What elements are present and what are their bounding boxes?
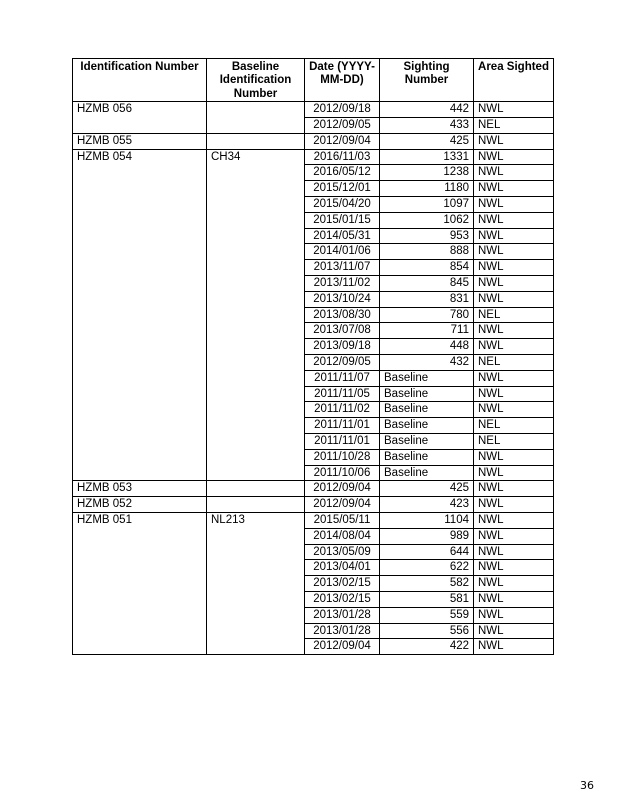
cell-area-sighted: NWL bbox=[474, 133, 554, 149]
table-row bbox=[73, 386, 554, 402]
cell-identification-number bbox=[73, 260, 207, 276]
table-row bbox=[73, 402, 554, 418]
table-row bbox=[73, 149, 554, 165]
table-row bbox=[73, 102, 554, 118]
cell-date: 2013/01/28 bbox=[305, 607, 380, 623]
cell-identification-number bbox=[73, 449, 207, 465]
cell-identification-number bbox=[73, 418, 207, 434]
cell-date: 2013/05/09 bbox=[305, 544, 380, 560]
cell-sighting-number: 780 bbox=[380, 307, 474, 323]
cell-sighting-number: Baseline bbox=[380, 449, 474, 465]
cell-identification-number bbox=[73, 591, 207, 607]
cell-baseline-identification-number bbox=[207, 212, 305, 228]
cell-identification-number: HZMB 055 bbox=[73, 133, 207, 149]
cell-baseline-identification-number bbox=[207, 102, 305, 118]
cell-baseline-identification-number bbox=[207, 197, 305, 213]
table-header-row bbox=[73, 59, 554, 102]
table-row bbox=[73, 481, 554, 497]
table-row bbox=[73, 307, 554, 323]
cell-area-sighted: NWL bbox=[474, 512, 554, 528]
cell-date: 2011/10/06 bbox=[305, 465, 380, 481]
cell-baseline-identification-number bbox=[207, 339, 305, 355]
table-row bbox=[73, 449, 554, 465]
cell-baseline-identification-number bbox=[207, 402, 305, 418]
cell-date: 2014/01/06 bbox=[305, 244, 380, 260]
table-row bbox=[73, 497, 554, 513]
table-row bbox=[73, 339, 554, 355]
table-row bbox=[73, 212, 554, 228]
cell-date: 2013/04/01 bbox=[305, 560, 380, 576]
cell-sighting-number: 1104 bbox=[380, 512, 474, 528]
cell-sighting-number: 556 bbox=[380, 623, 474, 639]
table-row bbox=[73, 291, 554, 307]
cell-sighting-number: 644 bbox=[380, 544, 474, 560]
cell-date: 2014/08/04 bbox=[305, 528, 380, 544]
cell-identification-number bbox=[73, 370, 207, 386]
cell-identification-number bbox=[73, 528, 207, 544]
cell-area-sighted: NEL bbox=[474, 433, 554, 449]
cell-baseline-identification-number bbox=[207, 244, 305, 260]
table-row bbox=[73, 544, 554, 560]
cell-identification-number bbox=[73, 275, 207, 291]
cell-date: 2013/07/08 bbox=[305, 323, 380, 339]
cell-area-sighted: NWL bbox=[474, 497, 554, 513]
table-row bbox=[73, 418, 554, 434]
cell-baseline-identification-number bbox=[207, 307, 305, 323]
cell-identification-number bbox=[73, 433, 207, 449]
cell-area-sighted: NWL bbox=[474, 576, 554, 592]
header-sighting-number: Sighting Number bbox=[380, 59, 474, 102]
header-baseline-identification-number: Baseline Identification Number bbox=[207, 59, 305, 102]
cell-baseline-identification-number bbox=[207, 607, 305, 623]
cell-date: 2011/11/07 bbox=[305, 370, 380, 386]
cell-identification-number bbox=[73, 576, 207, 592]
cell-baseline-identification-number bbox=[207, 449, 305, 465]
cell-baseline-identification-number: NL213 bbox=[207, 512, 305, 528]
cell-baseline-identification-number bbox=[207, 133, 305, 149]
cell-identification-number: HZMB 054 bbox=[73, 149, 207, 165]
cell-identification-number bbox=[73, 181, 207, 197]
cell-area-sighted: NEL bbox=[474, 354, 554, 370]
cell-baseline-identification-number bbox=[207, 323, 305, 339]
cell-identification-number bbox=[73, 639, 207, 655]
cell-date: 2015/01/15 bbox=[305, 212, 380, 228]
cell-date: 2013/10/24 bbox=[305, 291, 380, 307]
cell-sighting-number: 1062 bbox=[380, 212, 474, 228]
cell-sighting-number: Baseline bbox=[380, 418, 474, 434]
cell-sighting-number: 854 bbox=[380, 260, 474, 276]
cell-sighting-number: 989 bbox=[380, 528, 474, 544]
header-area-sighted: Area Sighted bbox=[474, 59, 554, 102]
header-identification-number: Identification Number bbox=[73, 59, 207, 102]
cell-date: 2012/09/04 bbox=[305, 639, 380, 655]
cell-area-sighted: NWL bbox=[474, 607, 554, 623]
cell-sighting-number: 1238 bbox=[380, 165, 474, 181]
cell-identification-number bbox=[73, 402, 207, 418]
cell-date: 2013/08/30 bbox=[305, 307, 380, 323]
cell-date: 2013/01/28 bbox=[305, 623, 380, 639]
cell-area-sighted: NWL bbox=[474, 449, 554, 465]
cell-baseline-identification-number: CH34 bbox=[207, 149, 305, 165]
table-row bbox=[73, 465, 554, 481]
cell-sighting-number: 425 bbox=[380, 133, 474, 149]
cell-date: 2012/09/04 bbox=[305, 481, 380, 497]
table-row bbox=[73, 260, 554, 276]
cell-area-sighted: NWL bbox=[474, 149, 554, 165]
cell-area-sighted: NWL bbox=[474, 481, 554, 497]
cell-baseline-identification-number bbox=[207, 433, 305, 449]
cell-identification-number bbox=[73, 544, 207, 560]
cell-baseline-identification-number bbox=[207, 386, 305, 402]
cell-date: 2012/09/05 bbox=[305, 118, 380, 134]
cell-baseline-identification-number bbox=[207, 370, 305, 386]
cell-baseline-identification-number bbox=[207, 544, 305, 560]
cell-area-sighted: NWL bbox=[474, 544, 554, 560]
table-row bbox=[73, 354, 554, 370]
cell-identification-number: HZMB 052 bbox=[73, 497, 207, 513]
cell-area-sighted: NWL bbox=[474, 197, 554, 213]
cell-area-sighted: NWL bbox=[474, 181, 554, 197]
table-row bbox=[73, 623, 554, 639]
cell-identification-number bbox=[73, 212, 207, 228]
table-row bbox=[73, 591, 554, 607]
cell-baseline-identification-number bbox=[207, 497, 305, 513]
sightings-table bbox=[72, 58, 554, 655]
cell-area-sighted: NWL bbox=[474, 102, 554, 118]
table-row bbox=[73, 639, 554, 655]
cell-date: 2011/10/28 bbox=[305, 449, 380, 465]
cell-sighting-number: 622 bbox=[380, 560, 474, 576]
cell-identification-number bbox=[73, 118, 207, 134]
cell-baseline-identification-number bbox=[207, 465, 305, 481]
cell-area-sighted: NWL bbox=[474, 260, 554, 276]
cell-date: 2015/04/20 bbox=[305, 197, 380, 213]
table-row bbox=[73, 576, 554, 592]
cell-identification-number bbox=[73, 307, 207, 323]
cell-sighting-number: 1331 bbox=[380, 149, 474, 165]
cell-area-sighted: NWL bbox=[474, 639, 554, 655]
cell-area-sighted: NEL bbox=[474, 418, 554, 434]
cell-area-sighted: NWL bbox=[474, 386, 554, 402]
cell-date: 2015/05/11 bbox=[305, 512, 380, 528]
cell-area-sighted: NWL bbox=[474, 228, 554, 244]
cell-sighting-number: 425 bbox=[380, 481, 474, 497]
table-row bbox=[73, 181, 554, 197]
table-row bbox=[73, 560, 554, 576]
cell-identification-number: HZMB 056 bbox=[73, 102, 207, 118]
table-row bbox=[73, 323, 554, 339]
cell-sighting-number: 433 bbox=[380, 118, 474, 134]
cell-area-sighted: NEL bbox=[474, 307, 554, 323]
cell-area-sighted: NWL bbox=[474, 623, 554, 639]
cell-baseline-identification-number bbox=[207, 228, 305, 244]
cell-sighting-number: 711 bbox=[380, 323, 474, 339]
cell-identification-number bbox=[73, 165, 207, 181]
cell-date: 2011/11/02 bbox=[305, 402, 380, 418]
cell-sighting-number: 423 bbox=[380, 497, 474, 513]
table-body bbox=[73, 102, 554, 655]
table-row bbox=[73, 228, 554, 244]
cell-date: 2011/11/01 bbox=[305, 433, 380, 449]
cell-date: 2016/05/12 bbox=[305, 165, 380, 181]
cell-area-sighted: NWL bbox=[474, 465, 554, 481]
table-row bbox=[73, 165, 554, 181]
cell-sighting-number: 1180 bbox=[380, 181, 474, 197]
cell-baseline-identification-number bbox=[207, 165, 305, 181]
cell-date: 2013/02/15 bbox=[305, 591, 380, 607]
cell-baseline-identification-number bbox=[207, 623, 305, 639]
cell-sighting-number: 422 bbox=[380, 639, 474, 655]
cell-identification-number bbox=[73, 386, 207, 402]
cell-sighting-number: 888 bbox=[380, 244, 474, 260]
cell-baseline-identification-number bbox=[207, 560, 305, 576]
cell-baseline-identification-number bbox=[207, 181, 305, 197]
table-row bbox=[73, 607, 554, 623]
cell-area-sighted: NWL bbox=[474, 591, 554, 607]
cell-identification-number bbox=[73, 339, 207, 355]
header-date: Date (YYYY-MM-DD) bbox=[305, 59, 380, 102]
cell-area-sighted: NWL bbox=[474, 291, 554, 307]
cell-identification-number bbox=[73, 228, 207, 244]
cell-area-sighted: NWL bbox=[474, 323, 554, 339]
cell-identification-number bbox=[73, 323, 207, 339]
cell-identification-number bbox=[73, 623, 207, 639]
cell-identification-number bbox=[73, 354, 207, 370]
cell-date: 2012/09/18 bbox=[305, 102, 380, 118]
cell-date: 2012/09/05 bbox=[305, 354, 380, 370]
cell-area-sighted: NWL bbox=[474, 339, 554, 355]
cell-sighting-number: Baseline bbox=[380, 465, 474, 481]
cell-identification-number bbox=[73, 244, 207, 260]
cell-area-sighted: NWL bbox=[474, 244, 554, 260]
cell-date: 2013/09/18 bbox=[305, 339, 380, 355]
cell-identification-number bbox=[73, 607, 207, 623]
cell-area-sighted: NEL bbox=[474, 118, 554, 134]
table-row bbox=[73, 528, 554, 544]
cell-baseline-identification-number bbox=[207, 275, 305, 291]
cell-sighting-number: 845 bbox=[380, 275, 474, 291]
cell-date: 2014/05/31 bbox=[305, 228, 380, 244]
cell-baseline-identification-number bbox=[207, 591, 305, 607]
cell-area-sighted: NWL bbox=[474, 275, 554, 291]
table-row bbox=[73, 275, 554, 291]
cell-sighting-number: 582 bbox=[380, 576, 474, 592]
cell-date: 2016/11/03 bbox=[305, 149, 380, 165]
cell-area-sighted: NWL bbox=[474, 560, 554, 576]
cell-area-sighted: NWL bbox=[474, 370, 554, 386]
cell-sighting-number: Baseline bbox=[380, 370, 474, 386]
cell-sighting-number: Baseline bbox=[380, 402, 474, 418]
cell-sighting-number: Baseline bbox=[380, 386, 474, 402]
cell-sighting-number: 581 bbox=[380, 591, 474, 607]
cell-baseline-identification-number bbox=[207, 260, 305, 276]
cell-identification-number: HZMB 051 bbox=[73, 512, 207, 528]
cell-date: 2013/02/15 bbox=[305, 576, 380, 592]
cell-identification-number: HZMB 053 bbox=[73, 481, 207, 497]
table-row bbox=[73, 197, 554, 213]
page-number: 36 bbox=[580, 779, 594, 792]
table-row bbox=[73, 512, 554, 528]
cell-date: 2011/11/05 bbox=[305, 386, 380, 402]
cell-sighting-number: 448 bbox=[380, 339, 474, 355]
cell-sighting-number: 1097 bbox=[380, 197, 474, 213]
cell-baseline-identification-number bbox=[207, 291, 305, 307]
table-row bbox=[73, 370, 554, 386]
cell-date: 2011/11/01 bbox=[305, 418, 380, 434]
cell-date: 2012/09/04 bbox=[305, 497, 380, 513]
cell-identification-number bbox=[73, 560, 207, 576]
table-row bbox=[73, 244, 554, 260]
cell-baseline-identification-number bbox=[207, 354, 305, 370]
cell-identification-number bbox=[73, 465, 207, 481]
cell-baseline-identification-number bbox=[207, 576, 305, 592]
cell-area-sighted: NWL bbox=[474, 165, 554, 181]
table-row bbox=[73, 433, 554, 449]
table-row bbox=[73, 133, 554, 149]
cell-sighting-number: 831 bbox=[380, 291, 474, 307]
cell-baseline-identification-number bbox=[207, 481, 305, 497]
cell-date: 2015/12/01 bbox=[305, 181, 380, 197]
cell-baseline-identification-number bbox=[207, 418, 305, 434]
cell-date: 2012/09/04 bbox=[305, 133, 380, 149]
cell-date: 2013/11/07 bbox=[305, 260, 380, 276]
cell-sighting-number: 559 bbox=[380, 607, 474, 623]
cell-baseline-identification-number bbox=[207, 528, 305, 544]
cell-baseline-identification-number bbox=[207, 639, 305, 655]
cell-area-sighted: NWL bbox=[474, 402, 554, 418]
cell-sighting-number: 432 bbox=[380, 354, 474, 370]
cell-sighting-number: 442 bbox=[380, 102, 474, 118]
cell-date: 2013/11/02 bbox=[305, 275, 380, 291]
cell-identification-number bbox=[73, 291, 207, 307]
cell-area-sighted: NWL bbox=[474, 528, 554, 544]
cell-area-sighted: NWL bbox=[474, 212, 554, 228]
cell-baseline-identification-number bbox=[207, 118, 305, 134]
table-row bbox=[73, 118, 554, 134]
cell-identification-number bbox=[73, 197, 207, 213]
cell-sighting-number: 953 bbox=[380, 228, 474, 244]
cell-sighting-number: Baseline bbox=[380, 433, 474, 449]
